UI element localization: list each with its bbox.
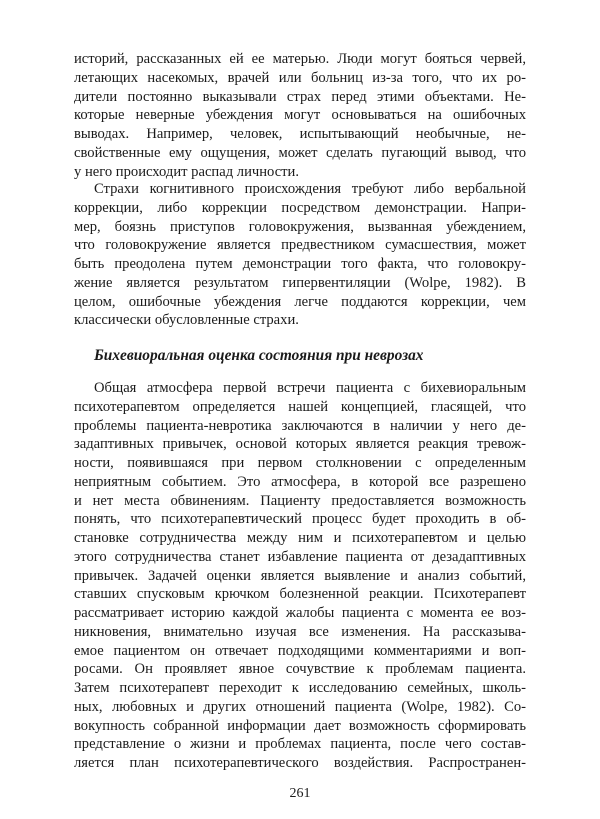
paragraph-line: становке сотрудничества между ним и психотерапевтом и целью — [74, 530, 526, 546]
paragraph-line: задаптивных привычек, основой которых является реакция тревож- — [74, 436, 526, 453]
paragraph-line: психотерапевтом определяется нашей концепцией, гласящей, что — [74, 398, 526, 415]
paragraph-line: быть преодолена путем демонстрации того факта, что головокру- — [74, 256, 526, 272]
paragraph-line: проблемы пациента-невротика заключаются в наличии у него де- — [74, 417, 526, 434]
paragraph-1 — [74, 50, 526, 181]
paragraph-line: историй, рассказанных ей ее матерью. Люди могут бояться червей, — [74, 51, 526, 67]
paragraph-line: и нет места обвинениям. Пациенту предоставляется возможность — [74, 492, 526, 509]
paragraph-line: росами. Он проявляет явное сочувствие к проблемам пациента. — [74, 661, 526, 678]
paragraph-line: представление о жизни и проблемах пациента, после чего состав- — [74, 736, 526, 753]
paragraph-line: Затем психотерапевт переходит к исследованию семейных, школь- — [74, 680, 526, 696]
paragraph-line: летающих насекомых, врачей или больниц из-за того, что их ро- — [74, 69, 526, 86]
paragraph-line: которые неверные убеждения могут основываться на ошибочных — [74, 107, 526, 124]
paragraph-line: дители постоянно выказывали страх перед этими объектами. Не- — [74, 88, 526, 105]
page-number: 261 — [289, 786, 311, 801]
paragraph-line: ных, любовных и других отношений пациента (Wolpe, 1982). Со- — [74, 698, 526, 715]
paragraph-line: ности, появившаяся при первом столкновении с определенным — [74, 455, 526, 471]
paragraph-line: что головокружение является предвестником сумасшествия, может — [74, 237, 526, 254]
paragraph-line: Страхи когнитивного происхождения требуют либо вербальной — [94, 181, 526, 197]
paragraph-line: жение является результатом гипервентиляции (Wolpe, 1982). В — [74, 274, 526, 291]
section-heading: Бихевиоральная оценка состояния при неврозах — [94, 347, 424, 364]
paragraph-line: Общая атмосфера первой встречи пациента с бихевиоральным — [94, 380, 526, 396]
paragraph-line: выводах. Например, человек, испытывающий необычные, не- — [74, 126, 526, 142]
paragraph-line: мер, боязнь приступов головокружения, вызванная убеждением, — [74, 218, 526, 235]
paragraph-line: вокупность собранной информации дает возможность сформировать — [74, 717, 526, 734]
paragraph-line: свойственные ему ощущения, может сделать пугающий вывод, что — [74, 144, 526, 161]
paragraph-3 — [74, 379, 526, 773]
paragraph-line: у него происходит распад личности. — [74, 163, 300, 180]
paragraph-line: емое пациентом он отвечает подходящими комментариями и воп- — [74, 642, 526, 659]
paragraph-line: неприятным событием. Это атмосфера, в которой все разрешено — [74, 473, 526, 490]
paragraph-line: рассматривает историю каждой жалобы пациента с момента ее воз- — [74, 605, 526, 621]
paragraph-line: ставших спусковым крючком болезненной реакции. Психотерапевт — [74, 586, 526, 603]
paragraph-2 — [74, 180, 526, 330]
paragraph-line: этого сотрудничества станет избавление пациента от дезадаптивных — [74, 548, 526, 565]
paragraph-line: классически обусловленные страхи. — [74, 312, 299, 329]
paragraph-line: никновения, внимательно изучая все изменения. На рассказыва- — [74, 623, 526, 640]
paragraph-line: ляется план психотерапевтического воздействия. Распространен- — [74, 755, 526, 771]
paragraph-line: целом, ошибочные убеждения легче поддаются коррекции, чем — [74, 293, 526, 310]
paragraph-line: привычек. Задачей оценки является выявление и анализ событий, — [74, 567, 526, 584]
paragraph-line: коррекции, либо коррекции посредством демонстрации. Напри- — [74, 199, 526, 216]
paragraph-line: понять, что психотерапевтический процесс будет проходить в об- — [74, 511, 526, 528]
